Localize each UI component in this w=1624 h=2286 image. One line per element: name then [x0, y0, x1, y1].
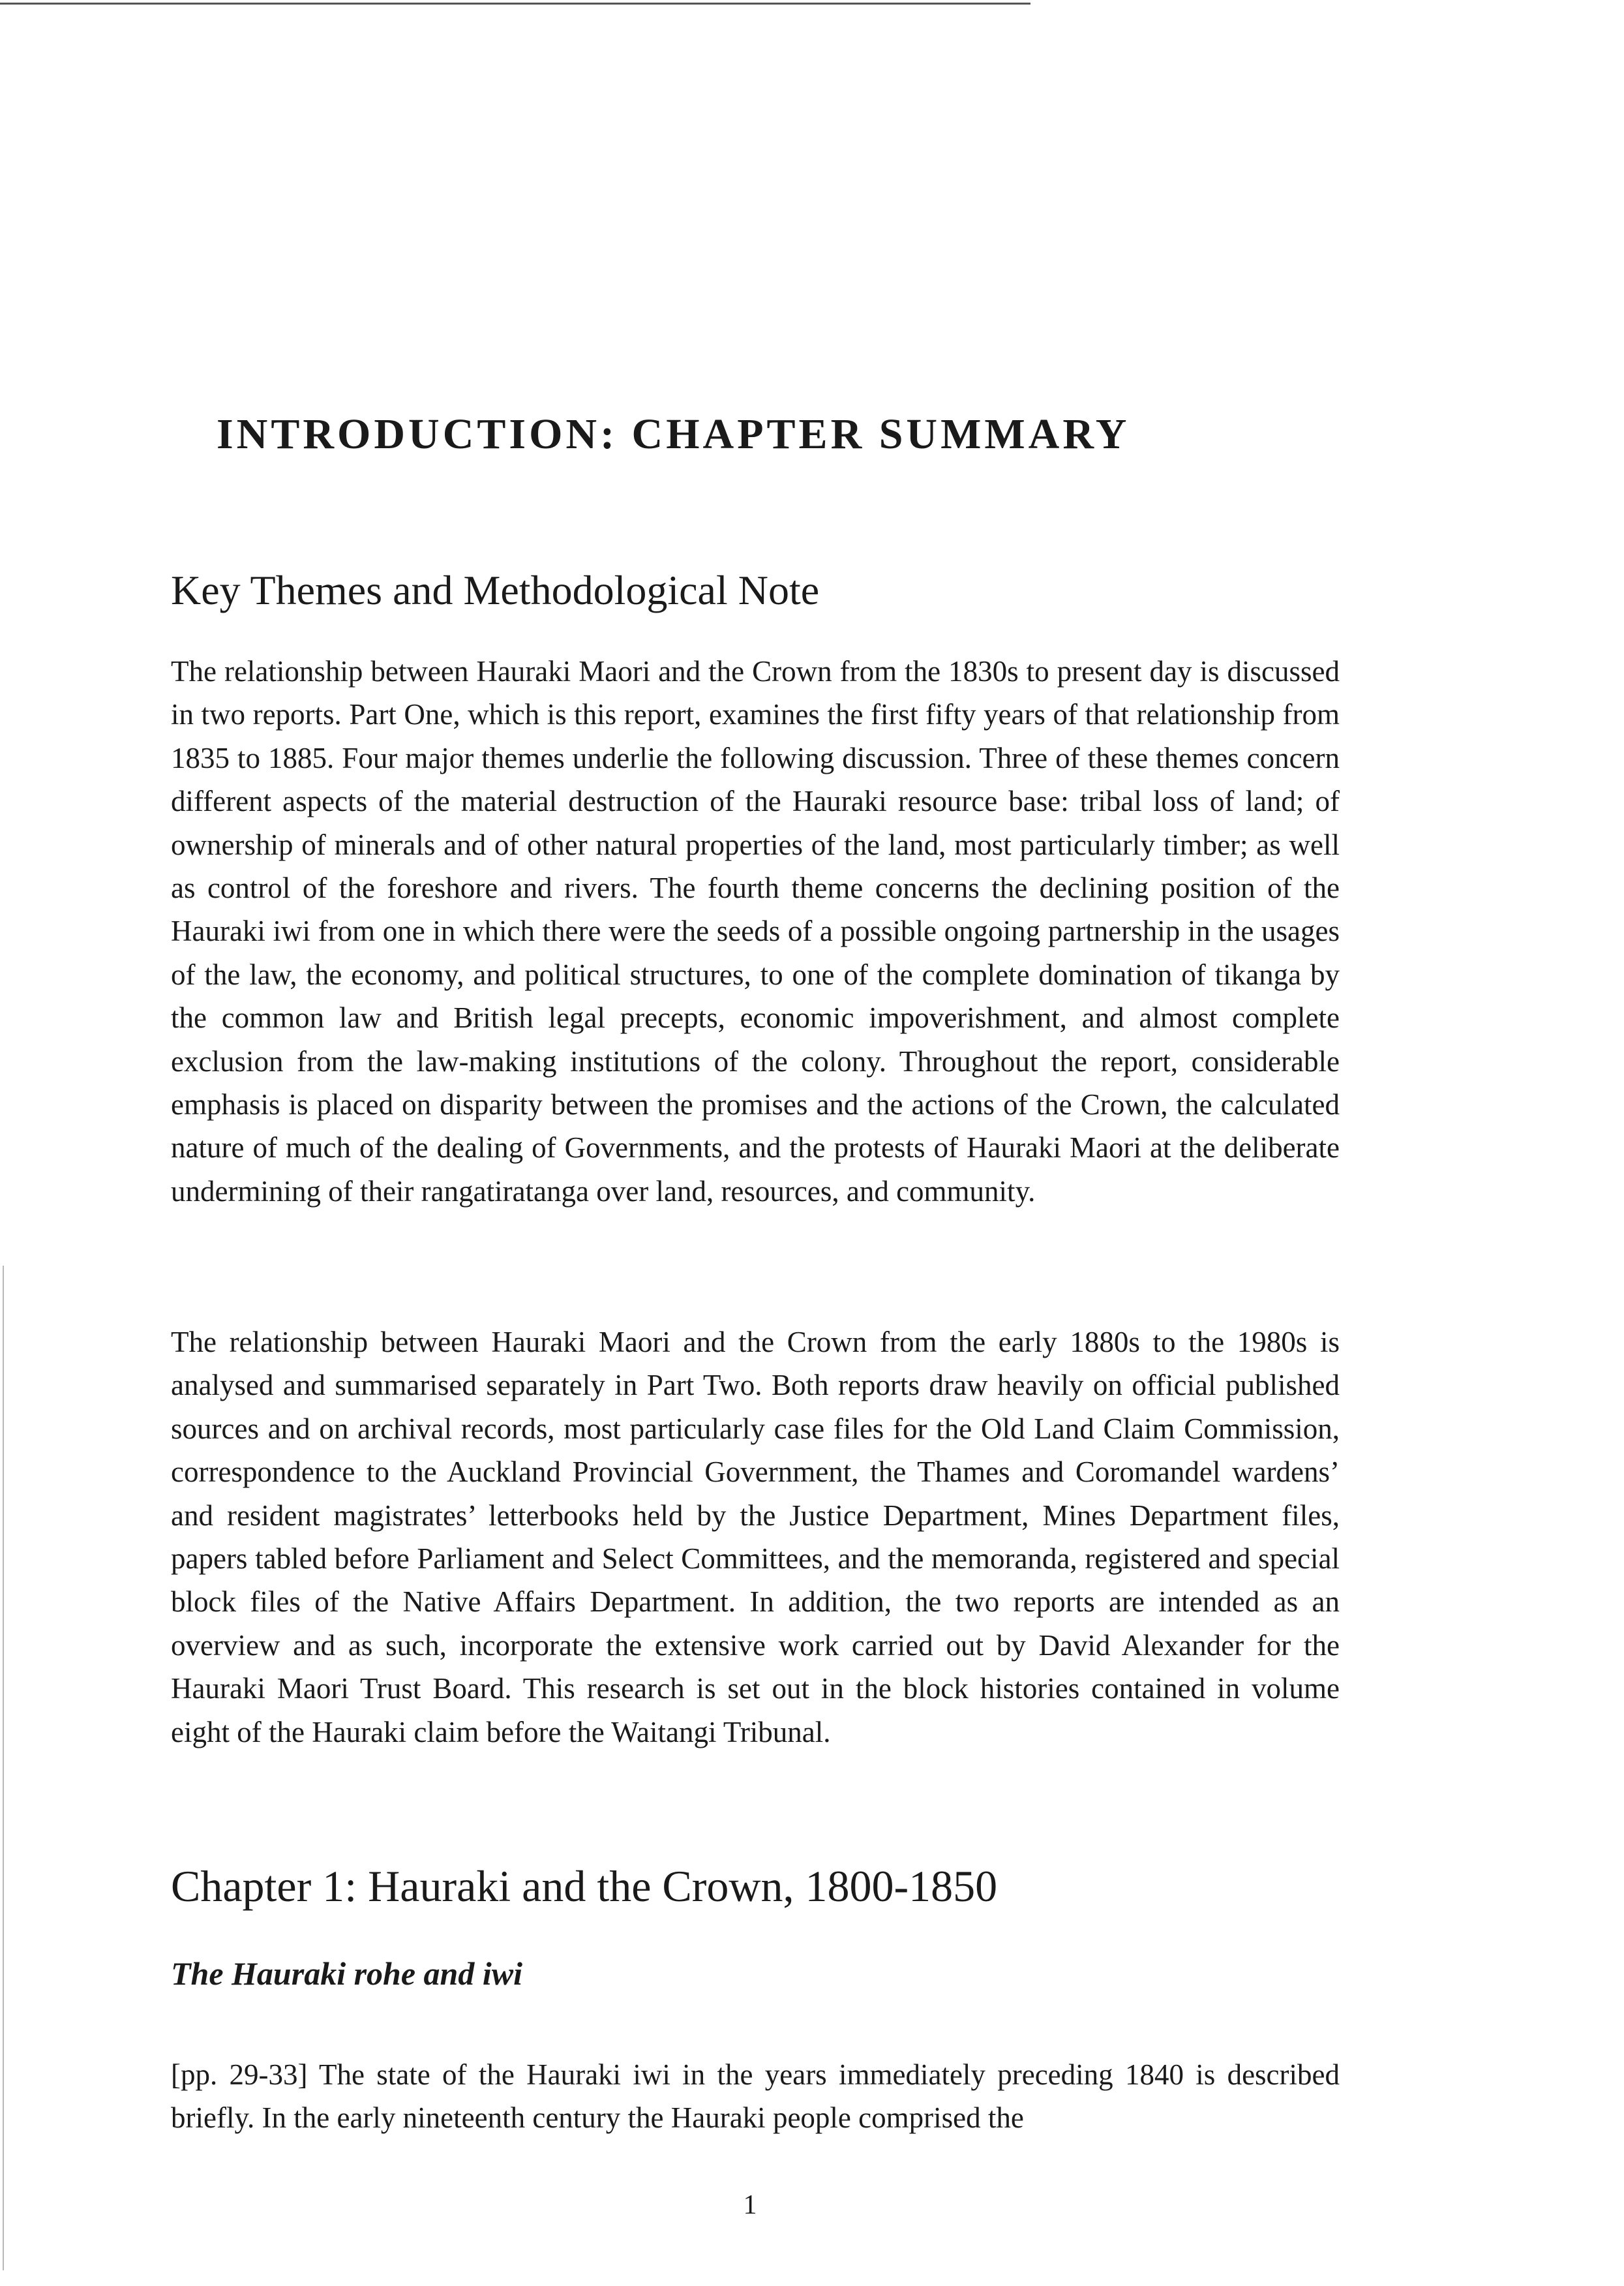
page-number: 1 — [743, 2190, 757, 2220]
chapter-heading-chapter-1: Chapter 1: Hauraki and the Crown, 1800-1850 — [171, 1861, 998, 1911]
subsection-heading-rohe-and-iwi: The Hauraki rohe and iwi — [171, 1955, 522, 1992]
section-heading-key-themes: Key Themes and Methodological Note — [171, 567, 820, 613]
paragraph-key-themes-2: The relationship between Hauraki Maori and the Crown from the early 1880s to the 1980s is analysed and summarised separately in Part Two. Both reports draw heavily on official published sources and on archival records, most particularly case files for the Old Land Claim Commission, correspondence to the Auckland Provincial Government, the Thames and Coromandel wardens’ and resident magistrates’ letterbooks held by the Justice Department, Mines Department files, papers tabled before Parliament and Select Committees, and the memoranda, registered and special block files of the Native Affairs Department. In addition, the two reports are intended as an overview and as such, incorporate the extensive work carried out by David Alexander for the Hauraki Maori Trust Board. This research is set out in the block histories contained in volume eight of the Hauraki claim before the Waitangi Tribunal. — [171, 1326, 1340, 1748]
paragraph-key-themes-1: The relationship between Hauraki Maori and the Crown from the 1830s to present day is discussed in two reports. Part One, which is this report, examines the first fifty years of that relationship from 1835 to 1885. Four major themes underlie the following discussion. Three of these themes concern different aspects of the material destruction of the Hauraki resource base: tribal loss of land; of ownership of minerals and of other natural properties of the land, most particularly timber; as well as control of the foreshore and rivers. The fourth theme concerns the declining position of the Hauraki iwi from one in which there were the seeds of a possible ongoing partnership in the usages of the law, the economy, and political structures, to one of the complete domination of tikanga by the common law and British legal precepts, economic impoverishment, and almost complete exclusion from the law-making institutions of the colony. Throughout the report, considerable emphasis is placed on disparity between the promises and the actions of the Crown, the calculated nature of much of the dealing of Governments, and the protests of Hauraki Maori at the deliberate undermining of their rangatiratanga over land, resources, and community. — [171, 655, 1340, 1208]
page-title: INTRODUCTION: CHAPTER SUMMARY — [217, 410, 1130, 458]
top-scan-rule — [0, 3, 1030, 5]
left-scan-edge — [3, 1266, 4, 2270]
paragraph-chapter-1-1: [pp. 29-33] The state of the Hauraki iwi in the years immediately preceding 1840 is described briefly. In the early nineteenth century the Hauraki people comprised the — [171, 2058, 1340, 2135]
